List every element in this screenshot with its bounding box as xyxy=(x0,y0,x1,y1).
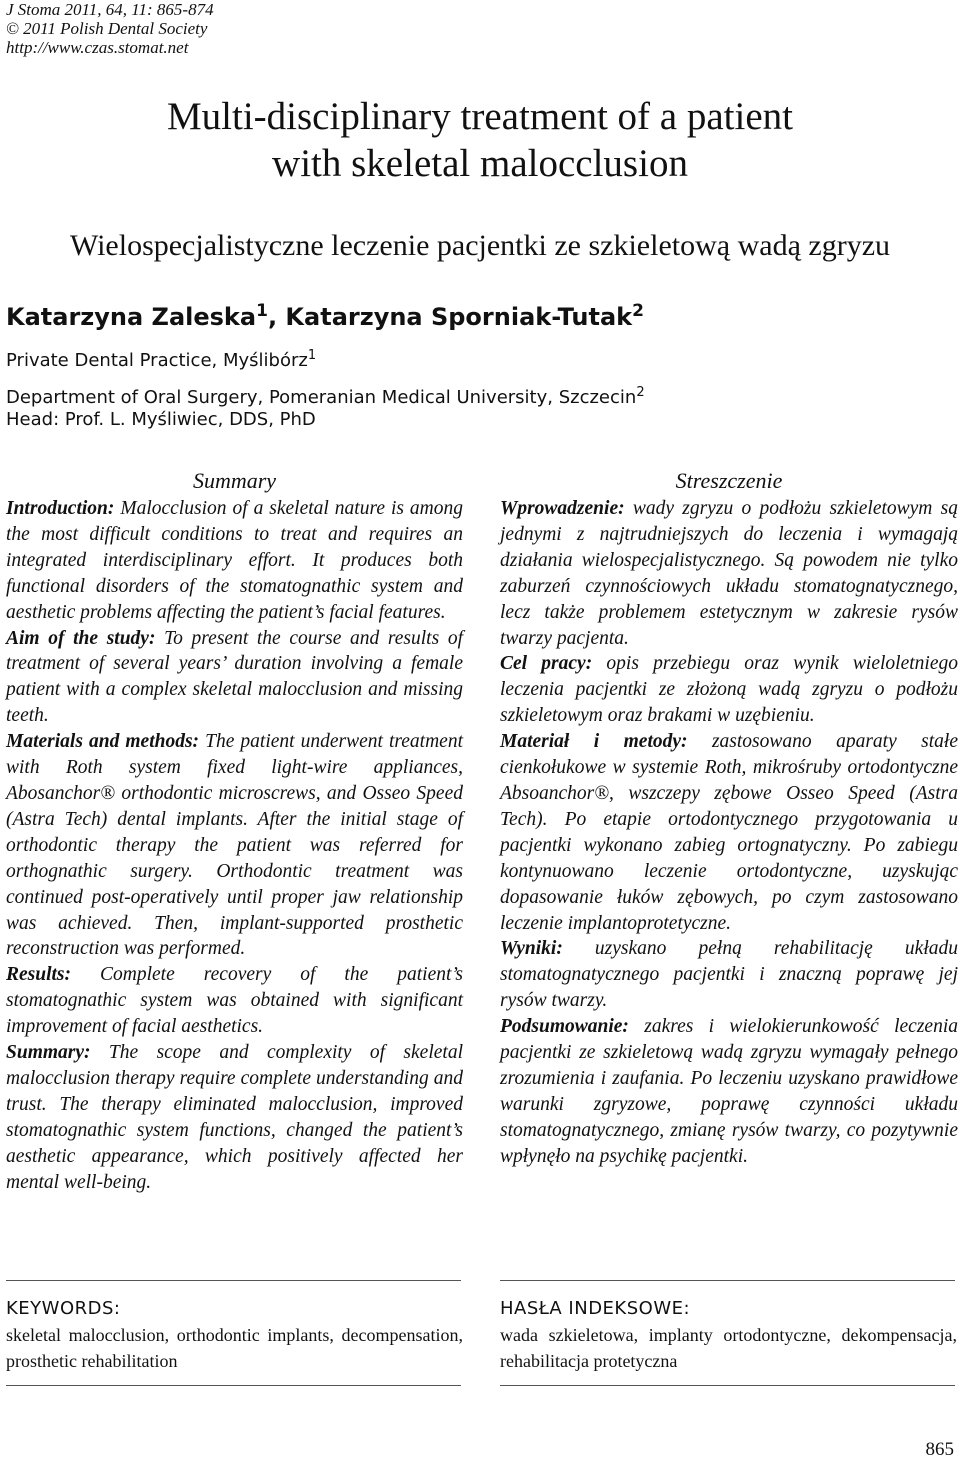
section-text: The patient underwent treatment with Roth system fixed light-wire appliances, Abosanchor® orthodontic microscrews, and Osseo Speed (Astra Tech) dental implants. After the initial stage of orthodontic therapy the patient was referred for orthognathic surgery. Orthodontic treatment was continued post-operatively until proper jaw relationship was achieved. Then, implant-supported prosthetic reconstruction was performed. xyxy=(6,731,463,960)
section-label: Podsumowanie: xyxy=(500,1016,629,1038)
keywords-heading: KEYWORDS: xyxy=(6,1298,121,1319)
summary-conclusion xyxy=(6,1040,463,1195)
section-label: Aim of the study: xyxy=(6,627,156,649)
summary-aim xyxy=(6,626,463,730)
section-label: Cel pracy: xyxy=(500,653,593,675)
affiliation xyxy=(6,382,645,409)
section-text: zastosowano aparaty stałe cienkołukowe w systemie Roth, mikrośruby ortodontyczne Absoanchor®, wszczepy zębowe Osseo Speed (Astra Tech). Po etapie ortodontycznego przygotowania u pacjentki wykonano zabieg ortognatyczny. Po zabiegu kontynuowano leczenie ortodontyczne, uzyskując dopasowanie łuków zębowych, po czym zastosowano leczenie implantoprotetyczne. xyxy=(500,731,958,934)
department-head xyxy=(6,409,316,431)
hasla-text: wada szkieletowa, implanty ortodontyczne, dekompensacja, rehabilitacja protetyczna xyxy=(500,1325,957,1371)
affiliation xyxy=(6,345,316,372)
author-name: Katarzyna Sporniak-Tutak xyxy=(285,303,633,331)
journal-citation: J Stoma 2011, 64, 11: 865-874 xyxy=(6,0,214,19)
hasla-block xyxy=(500,1296,957,1374)
head-suffix: , DDS, PhD xyxy=(217,409,316,430)
section-text: zakres i wielokierunkowość leczenia pacjentki ze szkieletową wadą zgryzu wymagały pełnego zrozumienia i zaufania. Po leczeniu uzyskano prawidłowe warunki zgryzowe, poprawę czynności układu stomatognatycznego, zmianę rysów twarzy, co pozytywnie wpłynęło na psychikę pacjentki. xyxy=(500,1016,958,1167)
section-label: Wyniki: xyxy=(500,938,563,960)
article-title-line1: Multi-disciplinary treatment of a patient xyxy=(167,95,793,138)
summary-methods xyxy=(6,729,463,962)
author-affiliation-mark: 1 xyxy=(256,301,268,321)
section-text: The scope and complexity of skeletal malocclusion therapy require complete understanding and trust. The therapy eliminated malocclusion, improved stomatognathic system functions, changed the patient’s aesthetic appearance, which positively affected her mental well-being. xyxy=(6,1042,463,1193)
author-name: Katarzyna Zaleska xyxy=(6,303,257,331)
affiliation-text: Private Dental Practice, Myślibórz xyxy=(6,350,308,371)
section-text: Malocclusion of a skeletal nature is among the most difficult conditions to treat and requires an integrated interdisciplinary effort. It produces both functional disorders of the stomatognathic system and aesthetic problems affecting the patient’s facial features. xyxy=(6,498,463,623)
head-name: L. Myśliwiec xyxy=(109,409,218,430)
summary-heading: Summary xyxy=(192,468,277,493)
hasla-heading: HASŁA INDEKSOWE: xyxy=(500,1298,691,1319)
section-label: Wprowadzenie: xyxy=(500,498,625,519)
streszczenie-wyniki xyxy=(500,936,958,1014)
keywords-block xyxy=(6,1296,463,1374)
section-label: Materials and methods: xyxy=(6,731,200,753)
streszczenie-cel xyxy=(500,651,958,729)
journal-copyright: © 2011 Polish Dental Society xyxy=(6,19,208,38)
journal-url[interactable]: http://www.czas.stomat.net xyxy=(6,38,189,57)
streszczenie-wprowadzenie xyxy=(500,496,958,651)
affiliation-text: Department of Oral Surgery, Pomeranian Medical University, Szczecin xyxy=(6,387,637,408)
journal-header xyxy=(6,0,214,57)
section-text: wady zgryzu o podłożu szkieletowym są jednymi z najtrudniejszych do leczenia i wymagają działania wielospecjalistycznego. Są powodem nie tylko zaburzeń czynnościowych układu stomatognatycznego, lecz także problemem estetycznym w zakresie rysów twarzy pacjenta. xyxy=(500,498,958,649)
article-title-polish: Wielospecjalistyczne leczenie pacjentki ze szkieletową wadą zgryzu xyxy=(69,229,891,262)
divider xyxy=(6,1385,461,1386)
streszczenie-heading: Streszczenie xyxy=(675,468,783,493)
page-number: 865 xyxy=(925,1439,954,1460)
streszczenie-column xyxy=(500,466,958,1170)
divider xyxy=(500,1280,955,1281)
author-affiliation-mark: 2 xyxy=(632,301,644,321)
summary-introduction xyxy=(6,496,463,626)
author-list xyxy=(6,296,644,332)
section-text: uzyskano pełną rehabilitację układu stomatognatycznego pacjentki i znaczną poprawę jej rysów twarzy. xyxy=(500,938,958,1012)
affiliation-mark: 2 xyxy=(636,385,645,400)
section-text: opis przebiegu oraz wynik wieloletniego leczenia pacjentki ze złożoną wadą zgryzu o podłożu szkieletowym oraz brakami w uzębieniu. xyxy=(500,653,958,727)
summary-column xyxy=(6,466,463,1195)
divider xyxy=(500,1385,955,1386)
section-text: To present the course and results of treatment of several years’ duration involving a female patient with a complex skeletal malocclusion and missing teeth. xyxy=(6,627,463,727)
section-label: Results: xyxy=(6,964,72,986)
section-label: Introduction: xyxy=(6,498,115,519)
affiliation-mark: 1 xyxy=(307,348,317,363)
section-label: Summary: xyxy=(6,1042,91,1064)
section-text: Complete recovery of the patient’s stomatognathic system was obtained with significant improvement of facial aesthetics. xyxy=(6,964,463,1038)
head-prefix: Head: Prof. xyxy=(6,409,110,430)
summary-results xyxy=(6,962,463,1040)
divider xyxy=(6,1280,461,1281)
article-title xyxy=(0,93,960,187)
streszczenie-metody xyxy=(500,729,958,936)
article-title-line2: with skeletal malocclusion xyxy=(272,142,688,185)
keywords-text: skeletal malocclusion, orthodontic implants, decompensation, prosthetic rehabilitation xyxy=(6,1325,463,1371)
section-label: Materiał i metody: xyxy=(500,731,688,753)
author-separator: , xyxy=(267,303,286,331)
streszczenie-podsumowanie xyxy=(500,1014,958,1169)
